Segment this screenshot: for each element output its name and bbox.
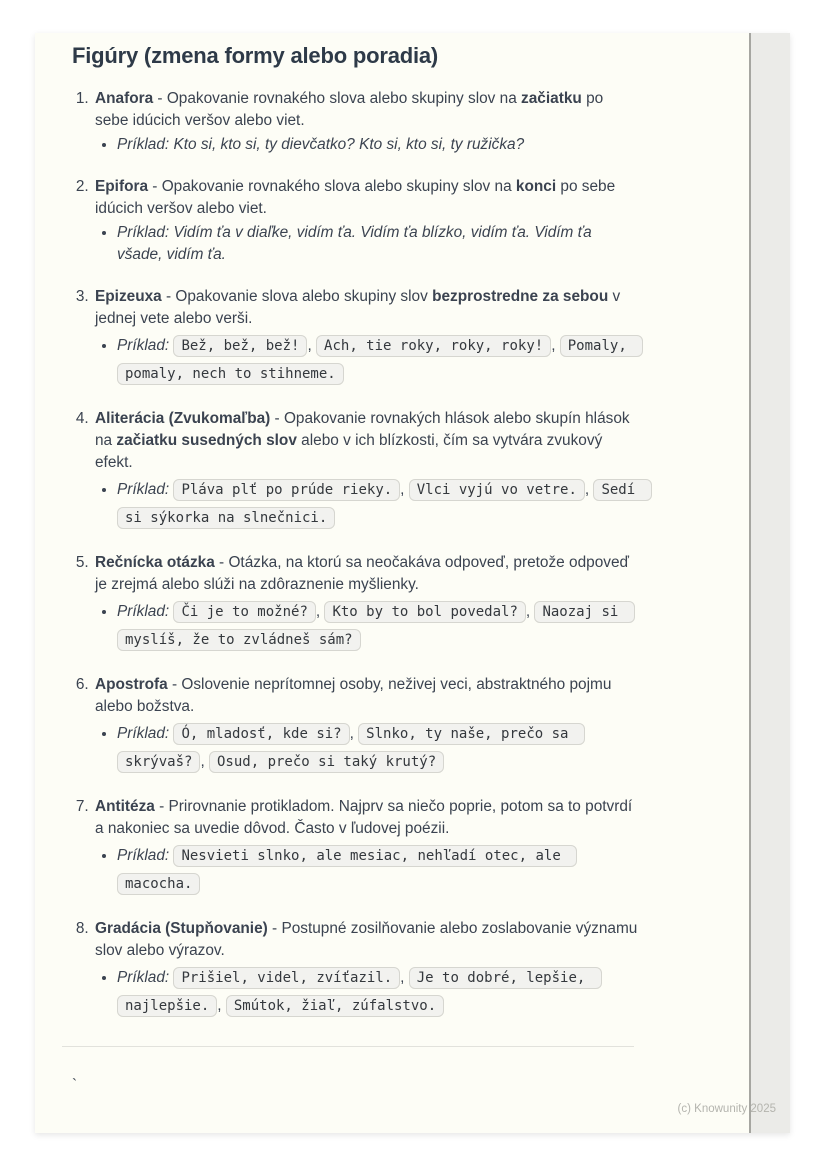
- example-text: Príklad: Vidím ťa v diaľke, vidím ťa. Vidím ťa blízko, vidím ťa. Vidím ťa všade, vidím ťa.: [117, 224, 592, 263]
- example-list: [95, 720, 638, 776]
- figure-description: - Opakovanie rovnakého slova alebo skupiny slov na: [153, 90, 522, 107]
- code-snippet: Ach, tie roky, roky, roky!: [316, 335, 551, 357]
- code-snippet: Nesvieti slnko, ale mesiac, nehľadí otec, ale macocha.: [117, 845, 577, 895]
- figure-item: [93, 176, 638, 266]
- figure-item: [93, 918, 638, 1020]
- example-label: Príklad:: [117, 603, 174, 620]
- figure-item: [93, 88, 638, 156]
- example-list: [95, 476, 644, 532]
- figure-description: v jednej vete alebo verši.: [95, 288, 621, 327]
- figure-item: [93, 796, 638, 898]
- code-snippet: Osud, prečo si taký krutý?: [209, 751, 444, 773]
- code-snippet: Vlci vyjú vo vetre.: [409, 479, 585, 501]
- code-snippet: Sedí si sýkorka na slnečnici.: [117, 479, 652, 529]
- figure-description: - Opakovanie rovnakého slova alebo skupiny slov na: [148, 178, 516, 195]
- example-list: [95, 134, 638, 156]
- code-snippet: Kto by to bol povedal?: [324, 601, 525, 623]
- figure-item: [93, 408, 644, 532]
- document-content: [72, 42, 644, 1097]
- figure-term: Gradácia (Stupňovanie): [95, 920, 268, 937]
- document-page: [35, 33, 790, 1133]
- figure-term: Antitéza: [95, 798, 155, 815]
- figure-description: - Opakovanie slova alebo skupiny slov: [161, 288, 433, 305]
- snippet-separator: ,: [525, 603, 535, 620]
- snippet-separator: ,: [200, 753, 209, 770]
- figure-item: [93, 552, 638, 654]
- example-list: [95, 964, 638, 1020]
- example-label: Príklad:: [117, 969, 174, 986]
- figure-description: - Opakovanie rovnakých hlások alebo skupín hlások na: [95, 410, 630, 449]
- figure-description: začiatku susedných slov: [116, 432, 297, 449]
- example-list: [95, 222, 638, 266]
- example-label: Príklad:: [117, 847, 174, 864]
- snippet-separator: ,: [400, 969, 409, 986]
- figure-term: Rečnícka otázka: [95, 554, 215, 571]
- snippet-separator: ,: [349, 725, 359, 742]
- figure-description: - Oslovenie neprítomnej osoby, neživej veci, abstraktného pojmu alebo božstva.: [95, 676, 612, 715]
- figure-description: po sebe idúcich veršov alebo viet.: [95, 178, 616, 217]
- snippet-separator: ,: [400, 481, 409, 498]
- snippet-separator: ,: [551, 337, 560, 354]
- example-label: Príklad:: [117, 725, 174, 742]
- figures-list: [72, 88, 644, 1020]
- example-item: [117, 720, 638, 776]
- example-text: Príklad: Kto si, kto si, ty dievčatko? Kto si, kto si, ty ružička?: [117, 136, 525, 153]
- figure-description: bezprostredne za sebou: [432, 288, 609, 305]
- page-title: Figúry (zmena formy alebo poradia): [72, 43, 439, 68]
- figure-term: Apostrofa: [95, 676, 168, 693]
- example-item: [117, 134, 638, 156]
- code-snippet: Je to dobré, lepšie, najlepšie.: [117, 967, 602, 1017]
- code-snippet: Bež, bež, bež!: [173, 335, 307, 357]
- example-item: [117, 476, 644, 532]
- snippet-separator: ,: [217, 997, 226, 1014]
- code-snippet: Naozaj si myslíš, že to zvládneš sám?: [117, 601, 635, 651]
- snippet-separator: ,: [584, 481, 594, 498]
- figure-item: [93, 286, 638, 388]
- figure-term: Epizeuxa: [95, 288, 162, 305]
- code-snippet: Pláva plť po prúde rieky.: [173, 479, 400, 501]
- figure-description: po sebe idúcich veršov alebo viet.: [95, 90, 604, 129]
- snippet-separator: ,: [307, 337, 317, 354]
- code-snippet: Ó, mladosť, kde si?: [173, 723, 349, 745]
- figure-item: [93, 674, 638, 776]
- code-snippet: Prišiel, videl, zvíťazil.: [173, 967, 400, 989]
- example-list: [95, 598, 638, 654]
- figure-description: - Prirovnanie protikladom. Najprv sa niečo poprie, potom sa to potvrdí a nakoniec sa uvedie dôvod. Často v ľudovej poézii.: [95, 798, 633, 837]
- figure-term: Anafora: [95, 90, 154, 107]
- figure-term: Aliterácia (Zvukomaľba): [95, 410, 271, 427]
- code-snippet: Slnko, ty naše, prečo sa skrývaš?: [117, 723, 585, 773]
- figure-description: - Postupné zosilňovanie alebo zoslabovanie významu slov alebo výrazov.: [95, 920, 638, 959]
- code-snippet: Smútok, žiaľ, zúfalstvo.: [226, 995, 444, 1017]
- figure-description: - Otázka, na ktorú sa neočakáva odpoveď, pretože odpoveď je zrejmá alebo slúži na zdôraznenie myšlienky.: [95, 554, 629, 593]
- example-item: [117, 332, 638, 388]
- code-snippet: Pomaly, pomaly, nech to stihneme.: [117, 335, 643, 385]
- page-right-edge: [749, 33, 790, 1133]
- figure-description: konci: [515, 178, 557, 195]
- example-item: [117, 964, 638, 1020]
- stray-character: `: [72, 1077, 78, 1094]
- code-snippet: Či je to možné?: [173, 601, 315, 623]
- example-label: Príklad:: [117, 481, 174, 498]
- example-label: Príklad:: [117, 337, 174, 354]
- figure-description: alebo v ich blízkosti, čím sa vytvára zvukový efekt.: [95, 432, 603, 471]
- example-list: [95, 332, 638, 388]
- figure-term: Epifora: [95, 178, 149, 195]
- copyright-footer: (c) Knowunity 2025: [677, 1103, 776, 1115]
- example-item: [117, 598, 638, 654]
- example-list: [95, 842, 638, 898]
- section-divider: [62, 1046, 634, 1047]
- example-item: [117, 222, 638, 266]
- figure-description: začiatku: [521, 90, 582, 107]
- example-item: [117, 842, 638, 898]
- snippet-separator: ,: [315, 603, 325, 620]
